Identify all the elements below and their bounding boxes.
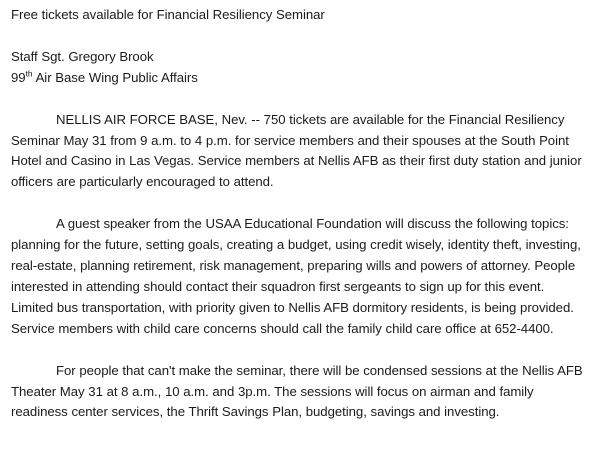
body-paragraph-1: NELLIS AIR FORCE BASE, Nev. -- 750 tickets are available for the Financial Resiliency Seminar May 31 from 9 a.m. to 4 p.m. for service members and their spouses at the South Point Hotel and Casino in Las Vegas. Service members at Nellis AFB as their first duty station and junior officers are particularly encouraged to attend. <box>11 111 586 190</box>
spacer-after-byline <box>11 89 589 110</box>
spacer-after-headline <box>11 26 589 47</box>
byline-unit-rest: Air Base Wing Public Affairs <box>32 69 198 85</box>
paragraph-gap-2 <box>11 340 589 361</box>
byline-unit-number: 99 <box>11 69 26 85</box>
body-paragraph-2: A guest speaker from the USAA Educational Foundation will discuss the following topics: planning for the future, setting goals, creating a budget, using credit wisely, identity theft, investing, real-estate, planning retirement, risk management, preparing wills and powers of attorney. People interested in attending should contact their squadron first sergeants to sign up for this event. Limited bus transportation, with priority given to Nellis AFB dormitory residents, is being provided. Service members with child care concerns should call the family child care office at 652-4400. <box>11 216 585 336</box>
byline-author: Staff Sgt. Gregory Brook <box>11 48 154 64</box>
byline <box>11 47 589 89</box>
page-title: Free tickets available for Financial Resiliency Seminar <box>11 7 325 22</box>
body-paragraph-3: For people that can't make the seminar, there will be condensed sessions at the Nellis AFB Theater May 31 at 8 a.m., 10 a.m. and 3p.m. The sessions will focus on airman and family readiness center services, the Thrift Savings Plan, budgeting, savings and investing. <box>11 362 587 420</box>
byline-unit <box>11 68 589 89</box>
paragraph-gap-1 <box>11 193 589 214</box>
byline-unit-ordinal-suffix: th <box>25 68 33 79</box>
